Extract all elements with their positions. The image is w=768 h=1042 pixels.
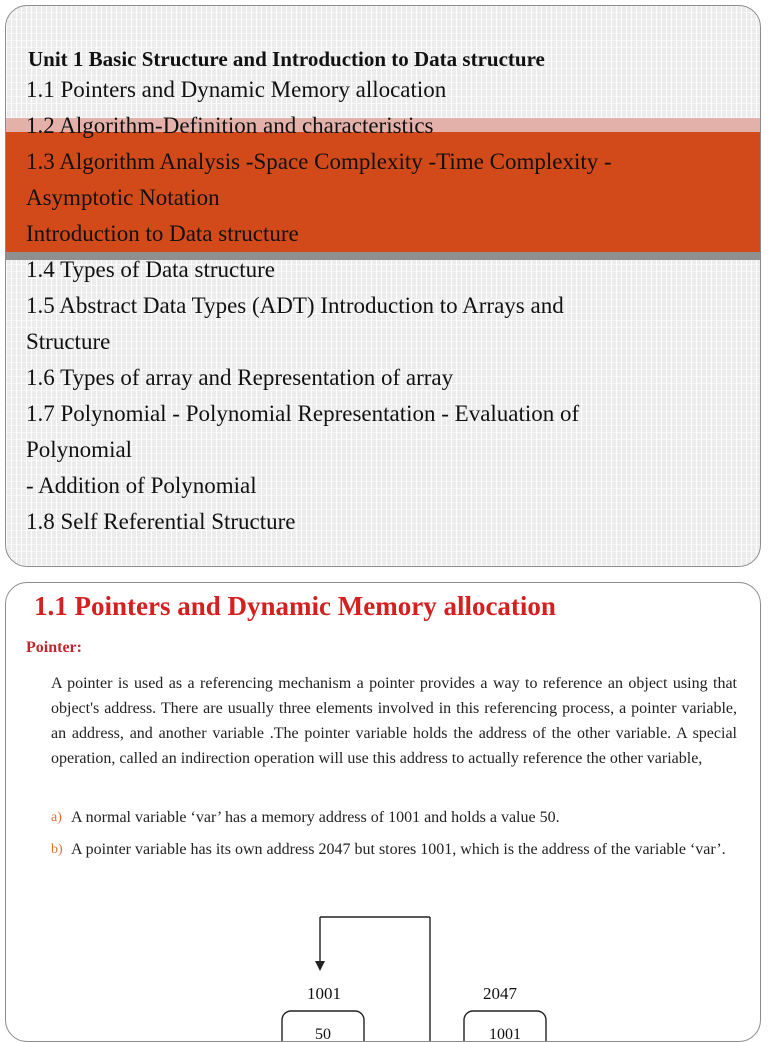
pointer-diagram: [236, 907, 556, 1042]
toc-slide: [5, 5, 761, 567]
list-marker: a): [51, 810, 62, 825]
toc-line: 1.2 Algorithm-Definition and characteristics: [26, 113, 434, 138]
toc-line: 1.5 Abstract Data Types (ADT) Introduction to Arrays and: [26, 293, 564, 318]
toc-line: 1.7 Polynomial - Polynomial Representation - Evaluation of: [26, 401, 580, 426]
toc-line: 1.4 Types of Data structure: [26, 257, 275, 282]
section-label: Pointer:: [26, 639, 82, 656]
pointer-description: A pointer is used as a referencing mechanism a pointer provides a way to reference an object using that object's address. There are usually three elements involved in this referencing process, a pointer variable, an address, and another variable .The pointer variable holds the address of the other variable. A special operation, called an indirection operation will use this address to actually reference the other variable,: [51, 675, 737, 767]
toc-line: Introduction to Data structure: [26, 221, 299, 246]
list-item-text: A pointer variable has its own address 2047 but stores 1001, which is the address of the variable ‘var’.: [71, 841, 726, 858]
var-address: 1001: [307, 984, 341, 1003]
list-marker: b): [51, 842, 63, 857]
toc-list: [26, 46, 746, 540]
slide-heading: 1.1 Pointers and Dynamic Memory allocation: [34, 591, 556, 621]
toc-line: 1.1 Pointers and Dynamic Memory allocation: [26, 77, 447, 102]
pointer-address: 2047: [483, 984, 517, 1003]
arrow-head-icon: [315, 961, 325, 971]
var-value: 50: [315, 1026, 331, 1042]
toc-line: 1.6 Types of array and Representation of array: [26, 365, 454, 390]
toc-line: 1.3 Algorithm Analysis -Space Complexity -Time Complexity -: [26, 149, 612, 174]
toc-title: Unit 1 Basic Structure and Introduction to Data structure: [28, 47, 545, 71]
toc-line: Asymptotic Notation: [26, 185, 220, 210]
list-item: [51, 805, 737, 830]
toc-line: - Addition of Polynomial: [26, 473, 257, 498]
list-item: [51, 837, 737, 862]
toc-line: Polynomial: [26, 437, 133, 462]
list-item-text: A normal variable ‘var’ has a memory address of 1001 and holds a value 50.: [71, 809, 560, 826]
pointer-slide: [5, 582, 761, 1042]
toc-line: 1.8 Self Referential Structure: [26, 509, 296, 534]
pointer-value: 1001: [489, 1026, 521, 1042]
toc-line: Structure: [26, 329, 111, 354]
